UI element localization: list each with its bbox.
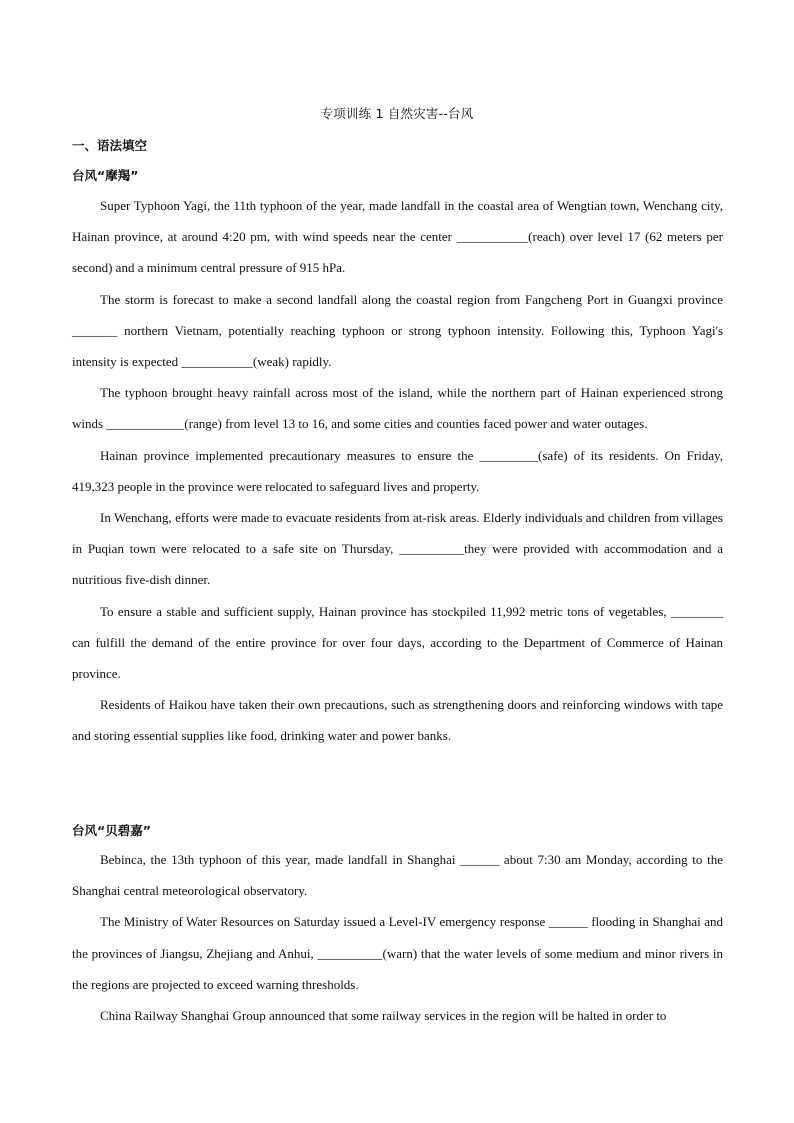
yagi-paragraph-3: The typhoon brought heavy rainfall across most of the island, while the northern part of Hainan experienced strong winds ____________(range) from level 13 to 16, and some cities and counties faced power and water outages. — [72, 385, 723, 432]
yagi-paragraph-6: To ensure a stable and sufficient supply, Hainan province has stockpiled 11,992 metric tons of vegetables, ________ can fulfill the demand of the entire province for over four days, according to the Department of Commerce of Hainan province. — [72, 603, 723, 682]
typhoon-yagi-heading: 台风“摩羯” — [72, 168, 139, 183]
yagi-paragraph-4: Hainan province implemented precautionary measures to ensure the _________(safe) of its residents. On Friday, 419,323 people in the province were relocated to safeguard lives and property. — [72, 447, 723, 494]
typhoon-bebinca-heading: 台风“贝碧嘉” — [72, 823, 151, 838]
section-heading: 一、语法填空 — [72, 138, 148, 153]
yagi-paragraph-7: Residents of Haikou have taken their own precautions, such as strengthening doors and reinforcing windows with tape and storing essential supplies like food, drinking water and power banks. — [72, 697, 723, 744]
typhoon-yagi-passage — [72, 190, 723, 752]
bebinca-paragraph-2: The Ministry of Water Resources on Saturday issued a Level-IV emergency response ______ flooding in Shanghai and the provinces of Jiangsu, Zhejiang and Anhui, __________(warn) that the water levels of some medium and minor rivers in the regions are projected to exceed warning thresholds. — [72, 914, 723, 992]
bebinca-paragraph-1: Bebinca, the 13th typhoon of this year, made landfall in Shanghai ______ about 7:30 am Monday, according to the Shanghai central meteorological observatory. — [72, 852, 723, 899]
document-title: 专项训练 1 自然灾害--台风 — [320, 106, 474, 121]
typhoon-bebinca-passage — [72, 844, 723, 1031]
yagi-paragraph-1: Super Typhoon Yagi, the 11th typhoon of the year, made landfall in the coastal area of Wengtian town, Wenchang city, Hainan province, at around 4:20 pm, with wind speeds near the center ___________(reach) over level 17 (62 meters per second) and a minimum central pressure of 915 hPa. — [72, 198, 723, 276]
yagi-paragraph-5: In Wenchang, efforts were made to evacuate residents from at-risk areas. Elderly individuals and children from villages in Puqian town were relocated to a safe site on Thursday, __________they were provided with accommodation and a nutritious five-dish dinner. — [72, 510, 723, 588]
bebinca-paragraph-3: China Railway Shanghai Group announced that some railway services in the region will be halted in order to — [100, 1008, 667, 1024]
yagi-paragraph-2: The storm is forecast to make a second landfall along the coastal region from Fangcheng Port in Guangxi province _______ northern Vietnam, potentially reaching typhoon or strong typhoon intensity. Following this, Typhoon Yagi's intensity is expected ___________(weak) rapidly. — [72, 291, 723, 370]
